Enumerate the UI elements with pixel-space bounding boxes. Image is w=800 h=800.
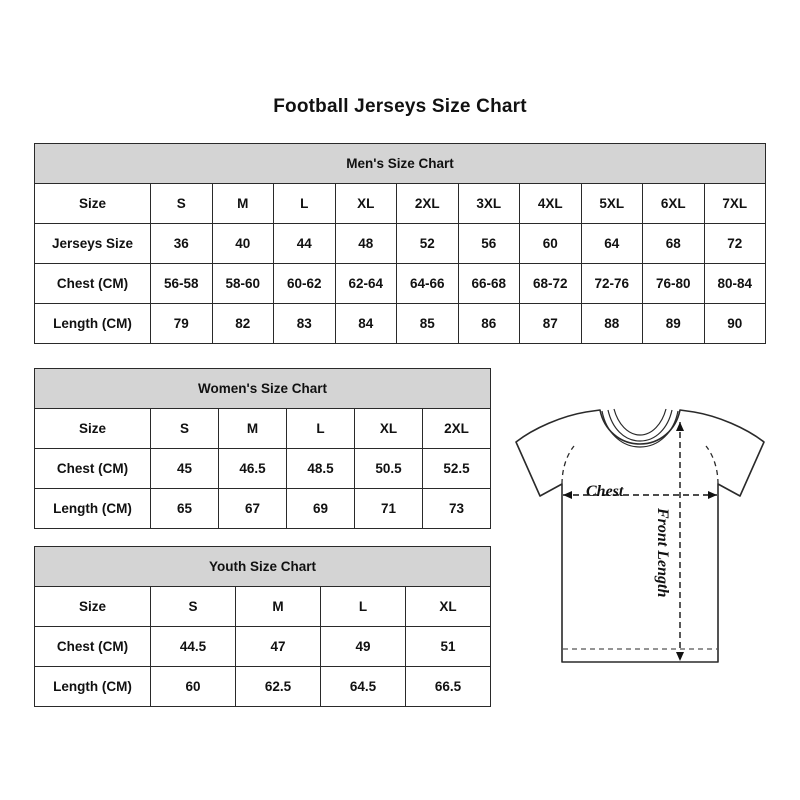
- table-cell: 48: [335, 224, 397, 264]
- row-label: Chest (CM): [35, 264, 151, 304]
- table-cell: 87: [520, 304, 582, 344]
- table-header-row: [35, 144, 766, 184]
- table-cell: 72: [704, 224, 766, 264]
- table-cell: 69: [287, 489, 355, 529]
- table-cell: 64-66: [397, 264, 459, 304]
- column-header: XL: [355, 409, 423, 449]
- table-cell: 47: [236, 627, 321, 667]
- table-row: [35, 184, 766, 224]
- table-cell: 66-68: [458, 264, 520, 304]
- table-row: [35, 667, 491, 707]
- table-cell: 73: [423, 489, 491, 529]
- table-cell: 86: [458, 304, 520, 344]
- row-label: Jerseys Size: [35, 224, 151, 264]
- table-cell: 50.5: [355, 449, 423, 489]
- table-cell: 40: [212, 224, 274, 264]
- table-cell: 80-84: [704, 264, 766, 304]
- column-header: M: [212, 184, 274, 224]
- table-cell: 65: [151, 489, 219, 529]
- table-cell: 82: [212, 304, 274, 344]
- womens-table-title: Women's Size Chart: [35, 369, 491, 409]
- table-cell: 46.5: [219, 449, 287, 489]
- table-cell: 66.5: [406, 667, 491, 707]
- table-cell: 64: [581, 224, 643, 264]
- table-cell: 71: [355, 489, 423, 529]
- table-cell: 44: [274, 224, 336, 264]
- table-cell: 83: [274, 304, 336, 344]
- jersey-outline-icon: [500, 400, 780, 690]
- column-header: L: [274, 184, 336, 224]
- womens-size-table: [34, 368, 491, 529]
- column-header: S: [151, 409, 219, 449]
- column-header: 7XL: [704, 184, 766, 224]
- table-cell: 58-60: [212, 264, 274, 304]
- column-header: XL: [406, 587, 491, 627]
- front-length-measurement-label: Front Length: [654, 508, 671, 598]
- row-label: Chest (CM): [35, 627, 151, 667]
- table-row: [35, 449, 491, 489]
- table-row: [35, 264, 766, 304]
- column-header: L: [287, 409, 355, 449]
- table-cell: 89: [643, 304, 705, 344]
- table-cell: 49: [321, 627, 406, 667]
- table-cell: 60: [520, 224, 582, 264]
- table-cell: 60-62: [274, 264, 336, 304]
- table-cell: 51: [406, 627, 491, 667]
- chest-measurement-label: Chest: [586, 483, 624, 500]
- table-cell: 62-64: [335, 264, 397, 304]
- table-row: [35, 409, 491, 449]
- column-header: M: [236, 587, 321, 627]
- table-cell: 56-58: [151, 264, 213, 304]
- mens-size-table: [34, 143, 766, 344]
- column-header: 5XL: [581, 184, 643, 224]
- table-cell: 67: [219, 489, 287, 529]
- table-cell: 68: [643, 224, 705, 264]
- row-label: Length (CM): [35, 489, 151, 529]
- table-row: [35, 224, 766, 264]
- table-header-row: [35, 547, 491, 587]
- table-cell: 79: [151, 304, 213, 344]
- row-label: Length (CM): [35, 304, 151, 344]
- column-header: 4XL: [520, 184, 582, 224]
- column-header: 2XL: [423, 409, 491, 449]
- table-cell: 76-80: [643, 264, 705, 304]
- column-header-size: Size: [35, 587, 151, 627]
- column-header: S: [151, 184, 213, 224]
- table-row: [35, 489, 491, 529]
- column-header: S: [151, 587, 236, 627]
- mens-table-title: Men's Size Chart: [35, 144, 766, 184]
- column-header: M: [219, 409, 287, 449]
- table-cell: 44.5: [151, 627, 236, 667]
- column-header: 3XL: [458, 184, 520, 224]
- table-cell: 45: [151, 449, 219, 489]
- table-cell: 84: [335, 304, 397, 344]
- table-cell: 60: [151, 667, 236, 707]
- table-row: [35, 587, 491, 627]
- table-cell: 64.5: [321, 667, 406, 707]
- jersey-measurement-diagram: [500, 400, 780, 690]
- table-cell: 88: [581, 304, 643, 344]
- table-header-row: [35, 369, 491, 409]
- table-cell: 52.5: [423, 449, 491, 489]
- column-header: L: [321, 587, 406, 627]
- table-cell: 56: [458, 224, 520, 264]
- table-cell: 85: [397, 304, 459, 344]
- column-header: XL: [335, 184, 397, 224]
- table-cell: 68-72: [520, 264, 582, 304]
- row-label: Chest (CM): [35, 449, 151, 489]
- table-cell: 48.5: [287, 449, 355, 489]
- table-row: [35, 627, 491, 667]
- table-row: [35, 304, 766, 344]
- youth-size-table: [34, 546, 491, 707]
- column-header: 6XL: [643, 184, 705, 224]
- youth-table-title: Youth Size Chart: [35, 547, 491, 587]
- table-cell: 36: [151, 224, 213, 264]
- page-title: Football Jerseys Size Chart: [273, 96, 527, 117]
- table-cell: 62.5: [236, 667, 321, 707]
- table-cell: 90: [704, 304, 766, 344]
- row-label: Length (CM): [35, 667, 151, 707]
- column-header-size: Size: [35, 184, 151, 224]
- column-header: 2XL: [397, 184, 459, 224]
- column-header-size: Size: [35, 409, 151, 449]
- table-cell: 72-76: [581, 264, 643, 304]
- table-cell: 52: [397, 224, 459, 264]
